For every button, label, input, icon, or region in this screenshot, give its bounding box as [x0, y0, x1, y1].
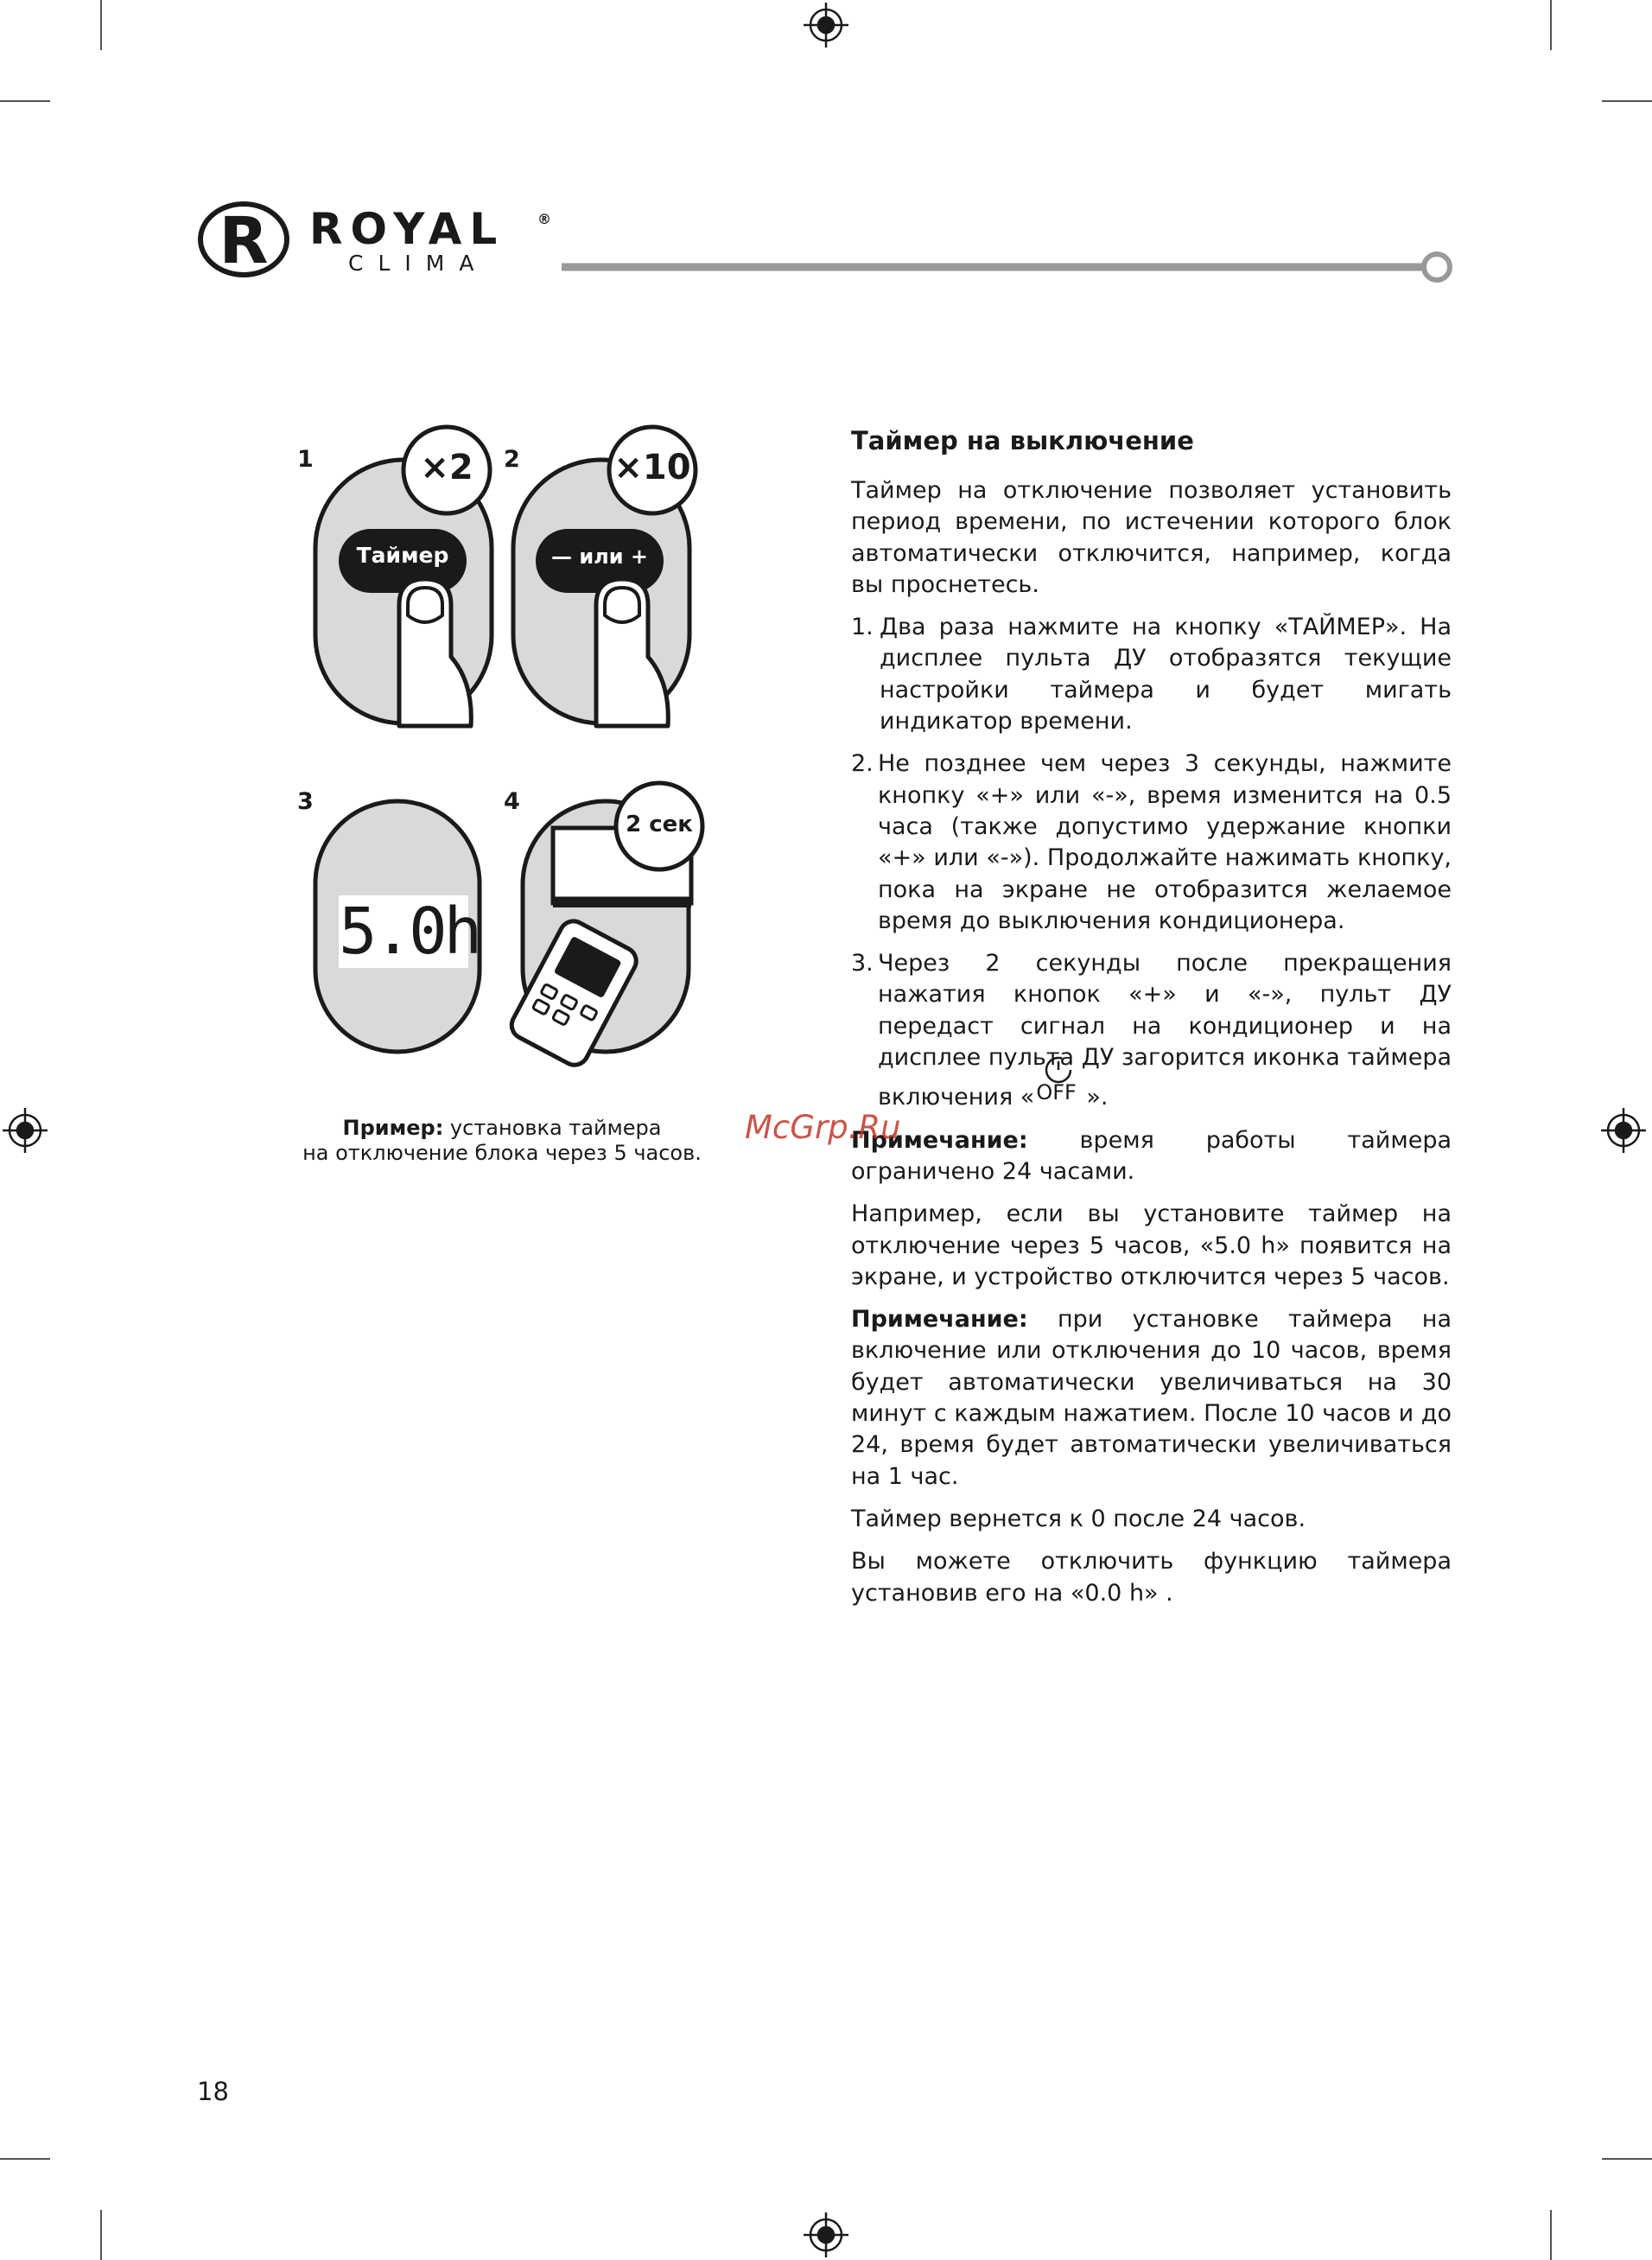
badge-press-twice: ×2: [420, 448, 473, 487]
note-increment: [851, 1304, 1452, 1493]
step-item-text: Не позднее чем через 3 секунды, нажмите кнопку «+» или «-», время изменится на 0.5 часа (также допустимо удержание кнопки «+» или «-»). Продолжайте нажимать кнопку, пока на экране не отобразится желаемое время до выключения кондиционера.: [878, 750, 1452, 934]
brand-subtitle: CLIMA: [348, 251, 489, 276]
step-number-2: 2: [504, 446, 520, 473]
step-item: [851, 748, 1452, 937]
step-number-1: 1: [297, 446, 314, 473]
page-number: 18: [197, 2077, 229, 2106]
svg-text:R: R: [219, 204, 269, 278]
note-text: при установке таймера на включение или отключения до 10 часов, время будет автоматически увеличиваться на 30 минут с каждым нажатием. После 10 часов и до 24, время будет автоматически увеличиваться на 1 час.: [851, 1306, 1452, 1490]
steps-list: [851, 612, 1452, 1113]
step-item-text: Через 2 секунды после прекращения нажатия кнопок «+» и «-», пульт ДУ передаст сигнал на кондиционер и на дисплее пульта ДУ загорится иконка таймера включения «: [878, 950, 1452, 1111]
step-item: [851, 612, 1452, 737]
watermark: McGrp.Ru: [745, 1109, 901, 1146]
section-title: Таймер на выключение: [851, 426, 1194, 455]
badge-two-seconds: 2 сек: [626, 812, 693, 837]
step-item: [851, 948, 1452, 1113]
timer-button-label: Таймер: [356, 543, 449, 568]
step-item-number: 2.: [851, 750, 874, 778]
brand-name: ROYAL: [309, 204, 505, 254]
note-limit: [851, 1125, 1452, 1188]
timer-off-label: OFF: [1036, 1080, 1077, 1105]
step-item-number: 3.: [851, 950, 874, 977]
note-label: Примечание:: [851, 1306, 1028, 1334]
step-item-number: 1.: [851, 614, 874, 641]
reset-paragraph: Таймер вернется к 0 после 24 часов.: [851, 1505, 1306, 1532]
badge-press-ten: ×10: [613, 448, 691, 487]
note-text: время работы таймера ограничено 24 часами.: [851, 1126, 1452, 1185]
example-paragraph: Например, если вы установите таймер на отключение через 5 часов, «5.0 h» появится на экране, и устройство отключится через 5 часов.: [851, 1200, 1452, 1290]
step-number-4: 4: [504, 788, 520, 815]
step-item-text-end: ».: [1086, 1084, 1109, 1111]
illustration-caption: [286, 1116, 718, 1166]
timer-clock-icon: [1043, 1054, 1074, 1084]
timer-off-section: [851, 423, 1452, 1620]
note-label: Примечание:: [851, 1126, 1028, 1154]
registered-mark: ®: [537, 211, 551, 227]
timer-off-indicator: [1034, 1073, 1086, 1105]
lcd-display-value: 5.0h: [339, 894, 480, 969]
step-item-text: Два раза нажмите на кнопку «ТАЙМЕР». На дисплее пульта ДУ отобразятся текущие настройки таймера и будет мигать индикатор времени.: [880, 614, 1452, 735]
caption-line-1: установка таймера: [443, 1116, 662, 1140]
section-intro: Таймер на отключение позволяет установить период времени, по истечении которого блок автоматически отключится, например, когда вы проснетесь.: [851, 477, 1452, 598]
caption-bold: Пример:: [342, 1116, 444, 1140]
caption-line-2: на отключение блока через 5 часов.: [302, 1141, 702, 1165]
disable-paragraph: Вы можете отключить функцию таймера установив его на «0.0 h» .: [851, 1548, 1452, 1607]
plus-minus-button-label: — или +: [550, 544, 649, 569]
step-number-3: 3: [297, 788, 314, 815]
